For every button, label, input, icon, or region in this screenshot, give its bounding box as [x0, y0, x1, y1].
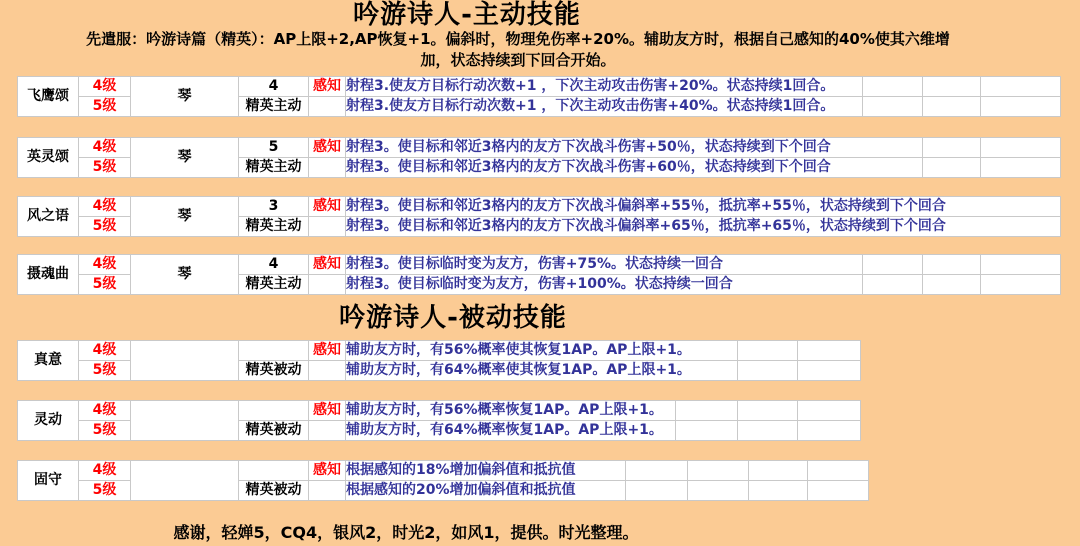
skill-level-5: 5级: [79, 481, 131, 501]
empty-cell: [923, 97, 981, 117]
skill-type: 精英被动: [239, 481, 309, 501]
empty-cell: [738, 361, 798, 381]
skill-desc-lv4: 根据感知的18%增加偏斜值和抵抗值: [346, 461, 626, 481]
skill-type: 精英被动: [239, 361, 309, 381]
empty-cell: [309, 158, 346, 178]
skill-stat: 感知: [309, 138, 346, 158]
empty-cell: [688, 481, 749, 501]
skill-cost: 3: [239, 197, 309, 217]
skill-type: 精英被动: [239, 421, 309, 441]
empty-cell: [738, 421, 798, 441]
empty-cell: [309, 361, 346, 381]
empty-cell: [309, 421, 346, 441]
skill-table-yinglingsong: [17, 137, 1061, 178]
skill-stat: 感知: [309, 401, 346, 421]
skill-desc-lv4: 射程3。使目标临时变为友方，伤害+75%。状态持续一回合: [346, 255, 863, 275]
skill-level-4: 4级: [79, 197, 131, 217]
skill-level-4: 4级: [79, 341, 131, 361]
skill-table-feiyingsong: [17, 76, 1061, 117]
empty-cell: [923, 275, 981, 295]
skill-cost: 4: [239, 77, 309, 97]
skill-level-5: 5级: [79, 217, 131, 237]
skill-desc-lv4: 射程3。使目标和邻近3格内的友方下次战斗伤害+50％，状态持续到下个回合: [346, 138, 923, 158]
skill-table-lingdong: [17, 400, 861, 441]
empty-cell: [798, 341, 861, 361]
skill-level-4: 4级: [79, 255, 131, 275]
skill-level-5: 5级: [79, 361, 131, 381]
empty-cell: [808, 481, 869, 501]
empty-cell: [676, 421, 738, 441]
skill-type: 精英主动: [239, 217, 309, 237]
skill-type: 精英主动: [239, 97, 309, 117]
class-passive-note-line1: 先遣服：吟游诗篇（精英）：AP上限+2,AP恢复+1。偏斜时，物理免伤率+20%。辅助友方时，根据自己感知的40%使其六维增: [86, 30, 950, 48]
passive-skills-title: 吟游诗人-被动技能: [339, 303, 567, 333]
skill-type: 精英主动: [239, 275, 309, 295]
skill-stat: 感知: [309, 461, 346, 481]
skill-name: 固守: [18, 461, 79, 501]
skill-weapon: 琴: [131, 197, 239, 237]
skill-desc-lv4: 辅助友方时，有56%概率恢复1AP。AP上限+1。: [346, 401, 676, 421]
skill-level-5: 5级: [79, 158, 131, 178]
skill-desc-lv5: 射程3。使目标临时变为友方，伤害+100%。状态持续一回合: [346, 275, 863, 295]
empty-cell: [863, 77, 923, 97]
skill-cost: [239, 401, 309, 421]
skill-weapon: 琴: [131, 255, 239, 295]
empty-cell: [688, 461, 749, 481]
empty-cell: [923, 77, 981, 97]
skill-weapon: 琴: [131, 138, 239, 178]
skill-desc-lv5: 辅助友方时，有64%概率恢复1AP。AP上限+1。: [346, 421, 676, 441]
skill-desc-lv4: 射程3.使友方目标行动次数+1 ，下次主动攻击伤害+20%。状态持续1回合。: [346, 77, 863, 97]
skill-stat: 感知: [309, 77, 346, 97]
empty-cell: [863, 97, 923, 117]
skill-level-4: 4级: [79, 138, 131, 158]
empty-cell: [626, 461, 688, 481]
skill-level-4: 4级: [79, 401, 131, 421]
empty-cell: [798, 401, 861, 421]
skill-desc-lv5: 射程3。使目标和邻近3格内的友方下次战斗偏斜率+65％，抵抗率+65％，状态持续到下个回合: [346, 217, 1061, 237]
skill-cost: 4: [239, 255, 309, 275]
skill-cost: [239, 461, 309, 481]
credits-note: 感谢，轻婵5，CQ4，银风2，时光2，如风1，提供。时光整理。: [173, 523, 639, 542]
skill-table-gushou: [17, 460, 869, 501]
skill-weapon: 琴: [131, 77, 239, 117]
skill-level-5: 5级: [79, 97, 131, 117]
empty-cell: [309, 275, 346, 295]
empty-cell: [923, 158, 981, 178]
skill-desc-lv5: 辅助友方时，有64%概率使其恢复1AP。AP上限+1。: [346, 361, 738, 381]
skill-stat: 感知: [309, 197, 346, 217]
skill-level-4: 4级: [79, 461, 131, 481]
skill-weapon: [131, 461, 239, 501]
skill-name: 灵动: [18, 401, 79, 441]
empty-cell: [923, 255, 981, 275]
empty-cell: [981, 255, 1061, 275]
empty-cell: [798, 361, 861, 381]
empty-cell: [981, 138, 1061, 158]
empty-cell: [738, 341, 798, 361]
skill-desc-lv5: 射程3.使友方目标行动次数+1 ，下次主动攻击伤害+40%。状态持续1回合。: [346, 97, 863, 117]
empty-cell: [749, 481, 808, 501]
class-passive-note: [0, 29, 1036, 71]
empty-cell: [863, 255, 923, 275]
skill-weapon: [131, 401, 239, 441]
skill-table-shehunqu: [17, 254, 1061, 295]
skill-table-zhenyi: [17, 340, 861, 381]
empty-cell: [309, 217, 346, 237]
skill-desc-lv4: 射程3。使目标和邻近3格内的友方下次战斗偏斜率+55％，抵抗率+55％，状态持续到下个回合: [346, 197, 1061, 217]
skill-name: 英灵颂: [18, 138, 79, 178]
skill-stat: 感知: [309, 255, 346, 275]
skill-cost: 5: [239, 138, 309, 158]
empty-cell: [309, 481, 346, 501]
empty-cell: [749, 461, 808, 481]
empty-cell: [981, 97, 1061, 117]
empty-cell: [738, 401, 798, 421]
empty-cell: [798, 421, 861, 441]
skill-name: 摄魂曲: [18, 255, 79, 295]
empty-cell: [981, 77, 1061, 97]
empty-cell: [626, 481, 688, 501]
skill-name: 真意: [18, 341, 79, 381]
skill-cost: [239, 341, 309, 361]
empty-cell: [863, 275, 923, 295]
class-passive-note-line2: 加，状态持续到下回合开始。: [420, 51, 616, 69]
active-skills-title: 吟游诗人-主动技能: [353, 0, 581, 30]
empty-cell: [309, 97, 346, 117]
skill-name: 飞鹰颂: [18, 77, 79, 117]
skill-desc-lv5: 射程3。使目标和邻近3格内的友方下次战斗伤害+60％，状态持续到下个回合: [346, 158, 923, 178]
empty-cell: [981, 275, 1061, 295]
empty-cell: [808, 461, 869, 481]
empty-cell: [981, 158, 1061, 178]
skill-weapon: [131, 341, 239, 381]
skill-level-5: 5级: [79, 275, 131, 295]
skill-desc-lv4: 辅助友方时，有56%概率使其恢复1AP。AP上限+1。: [346, 341, 738, 361]
skill-name: 风之语: [18, 197, 79, 237]
skill-table-fengzhiyu: [17, 196, 1061, 237]
skill-level-4: 4级: [79, 77, 131, 97]
empty-cell: [923, 138, 981, 158]
skill-stat: 感知: [309, 341, 346, 361]
skill-desc-lv5: 根据感知的20%增加偏斜值和抵抗值: [346, 481, 626, 501]
skill-type: 精英主动: [239, 158, 309, 178]
skill-level-5: 5级: [79, 421, 131, 441]
empty-cell: [676, 401, 738, 421]
